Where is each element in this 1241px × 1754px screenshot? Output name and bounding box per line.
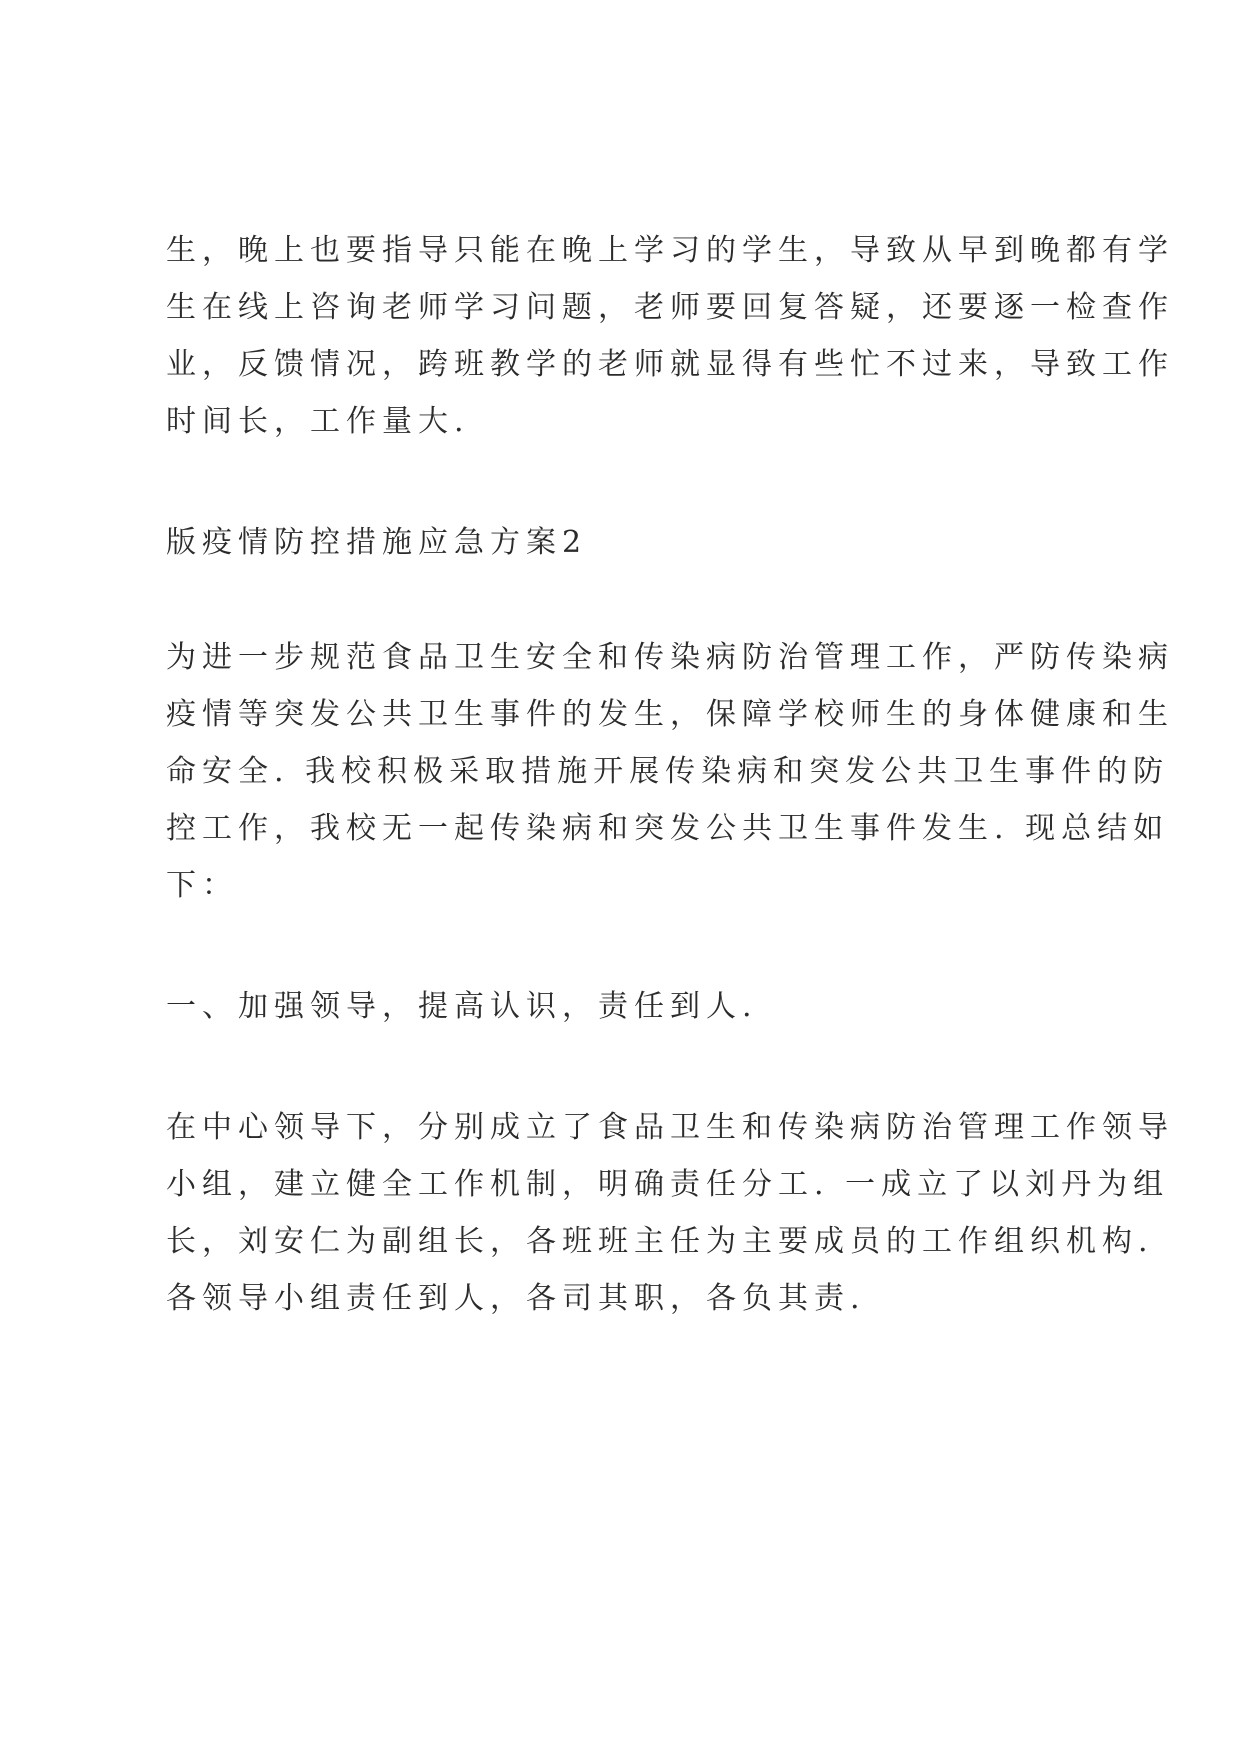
paragraph-organization bbox=[166, 1099, 1174, 1327]
document-body bbox=[166, 222, 1174, 1327]
paragraph-line: 小组，建立健全工作机制，明确责任分工. 一成立了以刘丹为组 bbox=[166, 1167, 1170, 1202]
section-heading-plan: 版疫情防控措施应急方案2 bbox=[166, 525, 588, 560]
paragraph-line: 在中心领导下，分别成立了食品卫生和传染病防治管理工作领导 bbox=[166, 1110, 1174, 1145]
paragraph-line: 各领导小组责任到人，各司其职，各负其责. bbox=[166, 1281, 866, 1316]
paragraph-line: 时间长，工作量大. bbox=[166, 404, 470, 439]
paragraph-line: 长，刘安仁为副组长，各班班主任为主要成员的工作组织机构. bbox=[166, 1224, 1154, 1259]
paragraph-line: 命安全. 我校积极采取措施开展传染病和突发公共卫生事件的防 bbox=[166, 754, 1170, 789]
paragraph-workload bbox=[166, 222, 1174, 450]
section-heading-leadership: 一、加强领导，提高认识，责任到人. bbox=[166, 989, 758, 1024]
paragraph-intro bbox=[166, 629, 1174, 914]
paragraph-line: 疫情等突发公共卫生事件的发生，保障学校师生的身体健康和生 bbox=[166, 697, 1174, 732]
paragraph-line: 控工作，我校无一起传染病和突发公共卫生事件发生. 现总结如 bbox=[166, 811, 1170, 846]
paragraph-line: 下： bbox=[166, 868, 238, 903]
paragraph-line: 生在线上咨询老师学习问题，老师要回复答疑，还要逐一检查作 bbox=[166, 290, 1174, 325]
paragraph-line: 业，反馈情况，跨班教学的老师就显得有些忙不过来，导致工作 bbox=[166, 347, 1174, 382]
paragraph-line: 为进一步规范食品卫生安全和传染病防治管理工作，严防传染病 bbox=[166, 640, 1174, 675]
paragraph-line: 生，晚上也要指导只能在晚上学习的学生，导致从早到晚都有学 bbox=[166, 233, 1174, 268]
